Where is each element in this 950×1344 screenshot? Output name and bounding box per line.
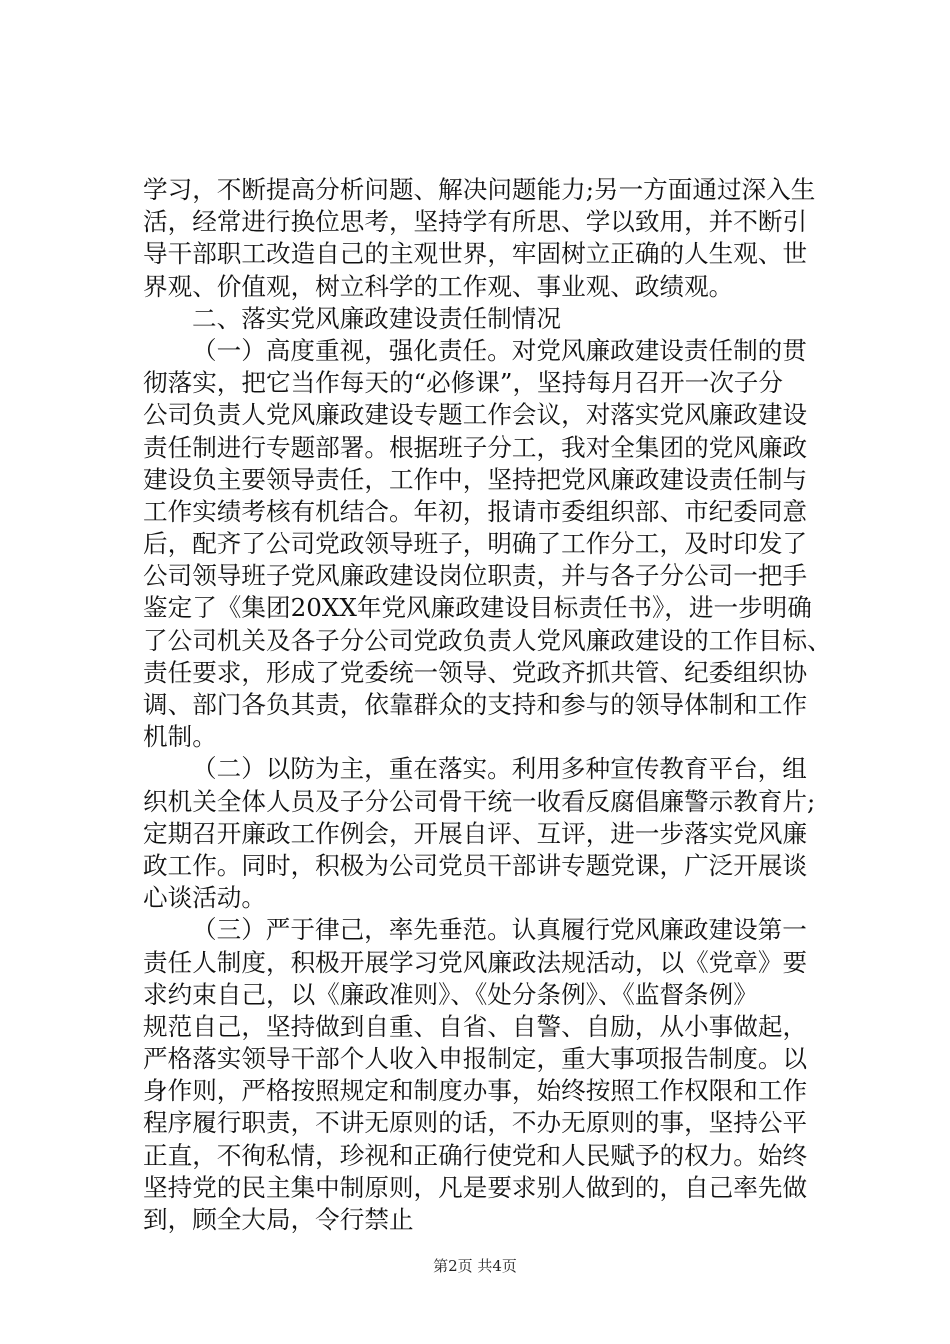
text-line: 公司负责人党风廉政建设专题工作会议，对落实党风廉政建设 [143, 400, 808, 430]
text-line: 界观、价值观，树立科学的工作观、事业观、政绩观。 [143, 271, 734, 301]
page-footer: 第2页 共4页 [433, 1257, 517, 1275]
text-line: 程序履行职责，不讲无原则的话，不办无原则的事，坚持公平 [143, 1108, 808, 1138]
text-line: 到，顾全大局，令行禁止 [143, 1205, 414, 1234]
text-line: 机制。 [143, 722, 217, 752]
paragraph-start-line: （二）以防为主，重在落实。利用多种宣传教育平台，组 [192, 754, 807, 784]
text-line: 心谈活动。 [143, 883, 266, 913]
text-line: 责任要求，形成了党委统一领导、党政齐抓共管、纪委组织协 [143, 657, 808, 687]
text-line: 规范自己，坚持做到自重、自省、自警、自励，从小事做起， [143, 1011, 808, 1041]
text-line: 调、部门各负其责，依靠群众的支持和参与的领导体制和工作 [143, 690, 808, 719]
text-line: 织机关全体人员及子分公司骨干统一收看反腐倡廉警示教育片; [143, 786, 816, 816]
document-body [143, 174, 833, 1236]
text-line: 彻落实，把它当作每天的“必修课”，坚持每月召开一次子分 [143, 368, 783, 398]
paragraph-start-line: 二、落实党风廉政建设责任制情况 [192, 303, 561, 333]
text-line: 责任人制度，积极开展学习党风廉政法规活动，以《党章》要 [143, 947, 808, 977]
text-line: 坚持党的民主集中制原则，凡是要求别人做到的，自己率先做 [143, 1172, 808, 1202]
text-line: 建设负主要领导责任，工作中，坚持把党风廉政建设责任制与 [143, 464, 808, 494]
text-line: 求约束自己，以《廉政准则》、《处分条例》、《监督条例》 [143, 979, 758, 1009]
paragraph-start-line: （三）严于律己，率先垂范。认真履行党风廉政建设第一 [192, 915, 807, 945]
text-line: 正直，不徇私情，珍视和正确行使党和人民赋予的权力。始终 [143, 1140, 808, 1170]
text-line: 导干部职工改造自己的主观世界，牢固树立正确的人生观、世 [143, 239, 808, 269]
text-line: 学习，不断提高分析问题、解决问题能力;另一方面通过深入生 [143, 175, 816, 204]
text-line: 严格落实领导干部个人收入申报制定，重大事项报告制度。以 [143, 1044, 808, 1074]
text-line: 定期召开廉政工作例会，开展自评、互评，进一步落实党风廉 [143, 818, 808, 848]
text-line: 身作则，严格按照规定和制度办事，始终按照工作权限和工作 [143, 1076, 808, 1106]
text-line: 工作实绩考核有机结合。年初，报请市委组织部、市纪委同意 [143, 496, 808, 526]
text-line: 了公司机关及各子分公司党政负责人党风廉政建设的工作目标、 [143, 625, 832, 655]
text-line: 后，配齐了公司党政领导班子，明确了工作分工，及时印发了 [143, 529, 808, 559]
text-line: 责任制进行专题部署。根据班子分工，我对全集团的党风廉政 [143, 432, 808, 462]
text-line: 公司领导班子党风廉政建设岗位职责，并与各子分公司一把手 [143, 561, 808, 591]
text-line: 活，经常进行换位思考，坚持学有所思、学以致用，并不断引 [143, 207, 808, 237]
text-line: 政工作。同时，积极为公司党员干部讲专题党课，广泛开展谈 [143, 850, 808, 880]
paragraph-start-line: （一）高度重视，强化责任。对党风廉政建设责任制的贯 [192, 335, 807, 365]
text-line: 鉴定了《集团20XX年党风廉政建设目标责任书》，进一步明确 [143, 593, 812, 623]
